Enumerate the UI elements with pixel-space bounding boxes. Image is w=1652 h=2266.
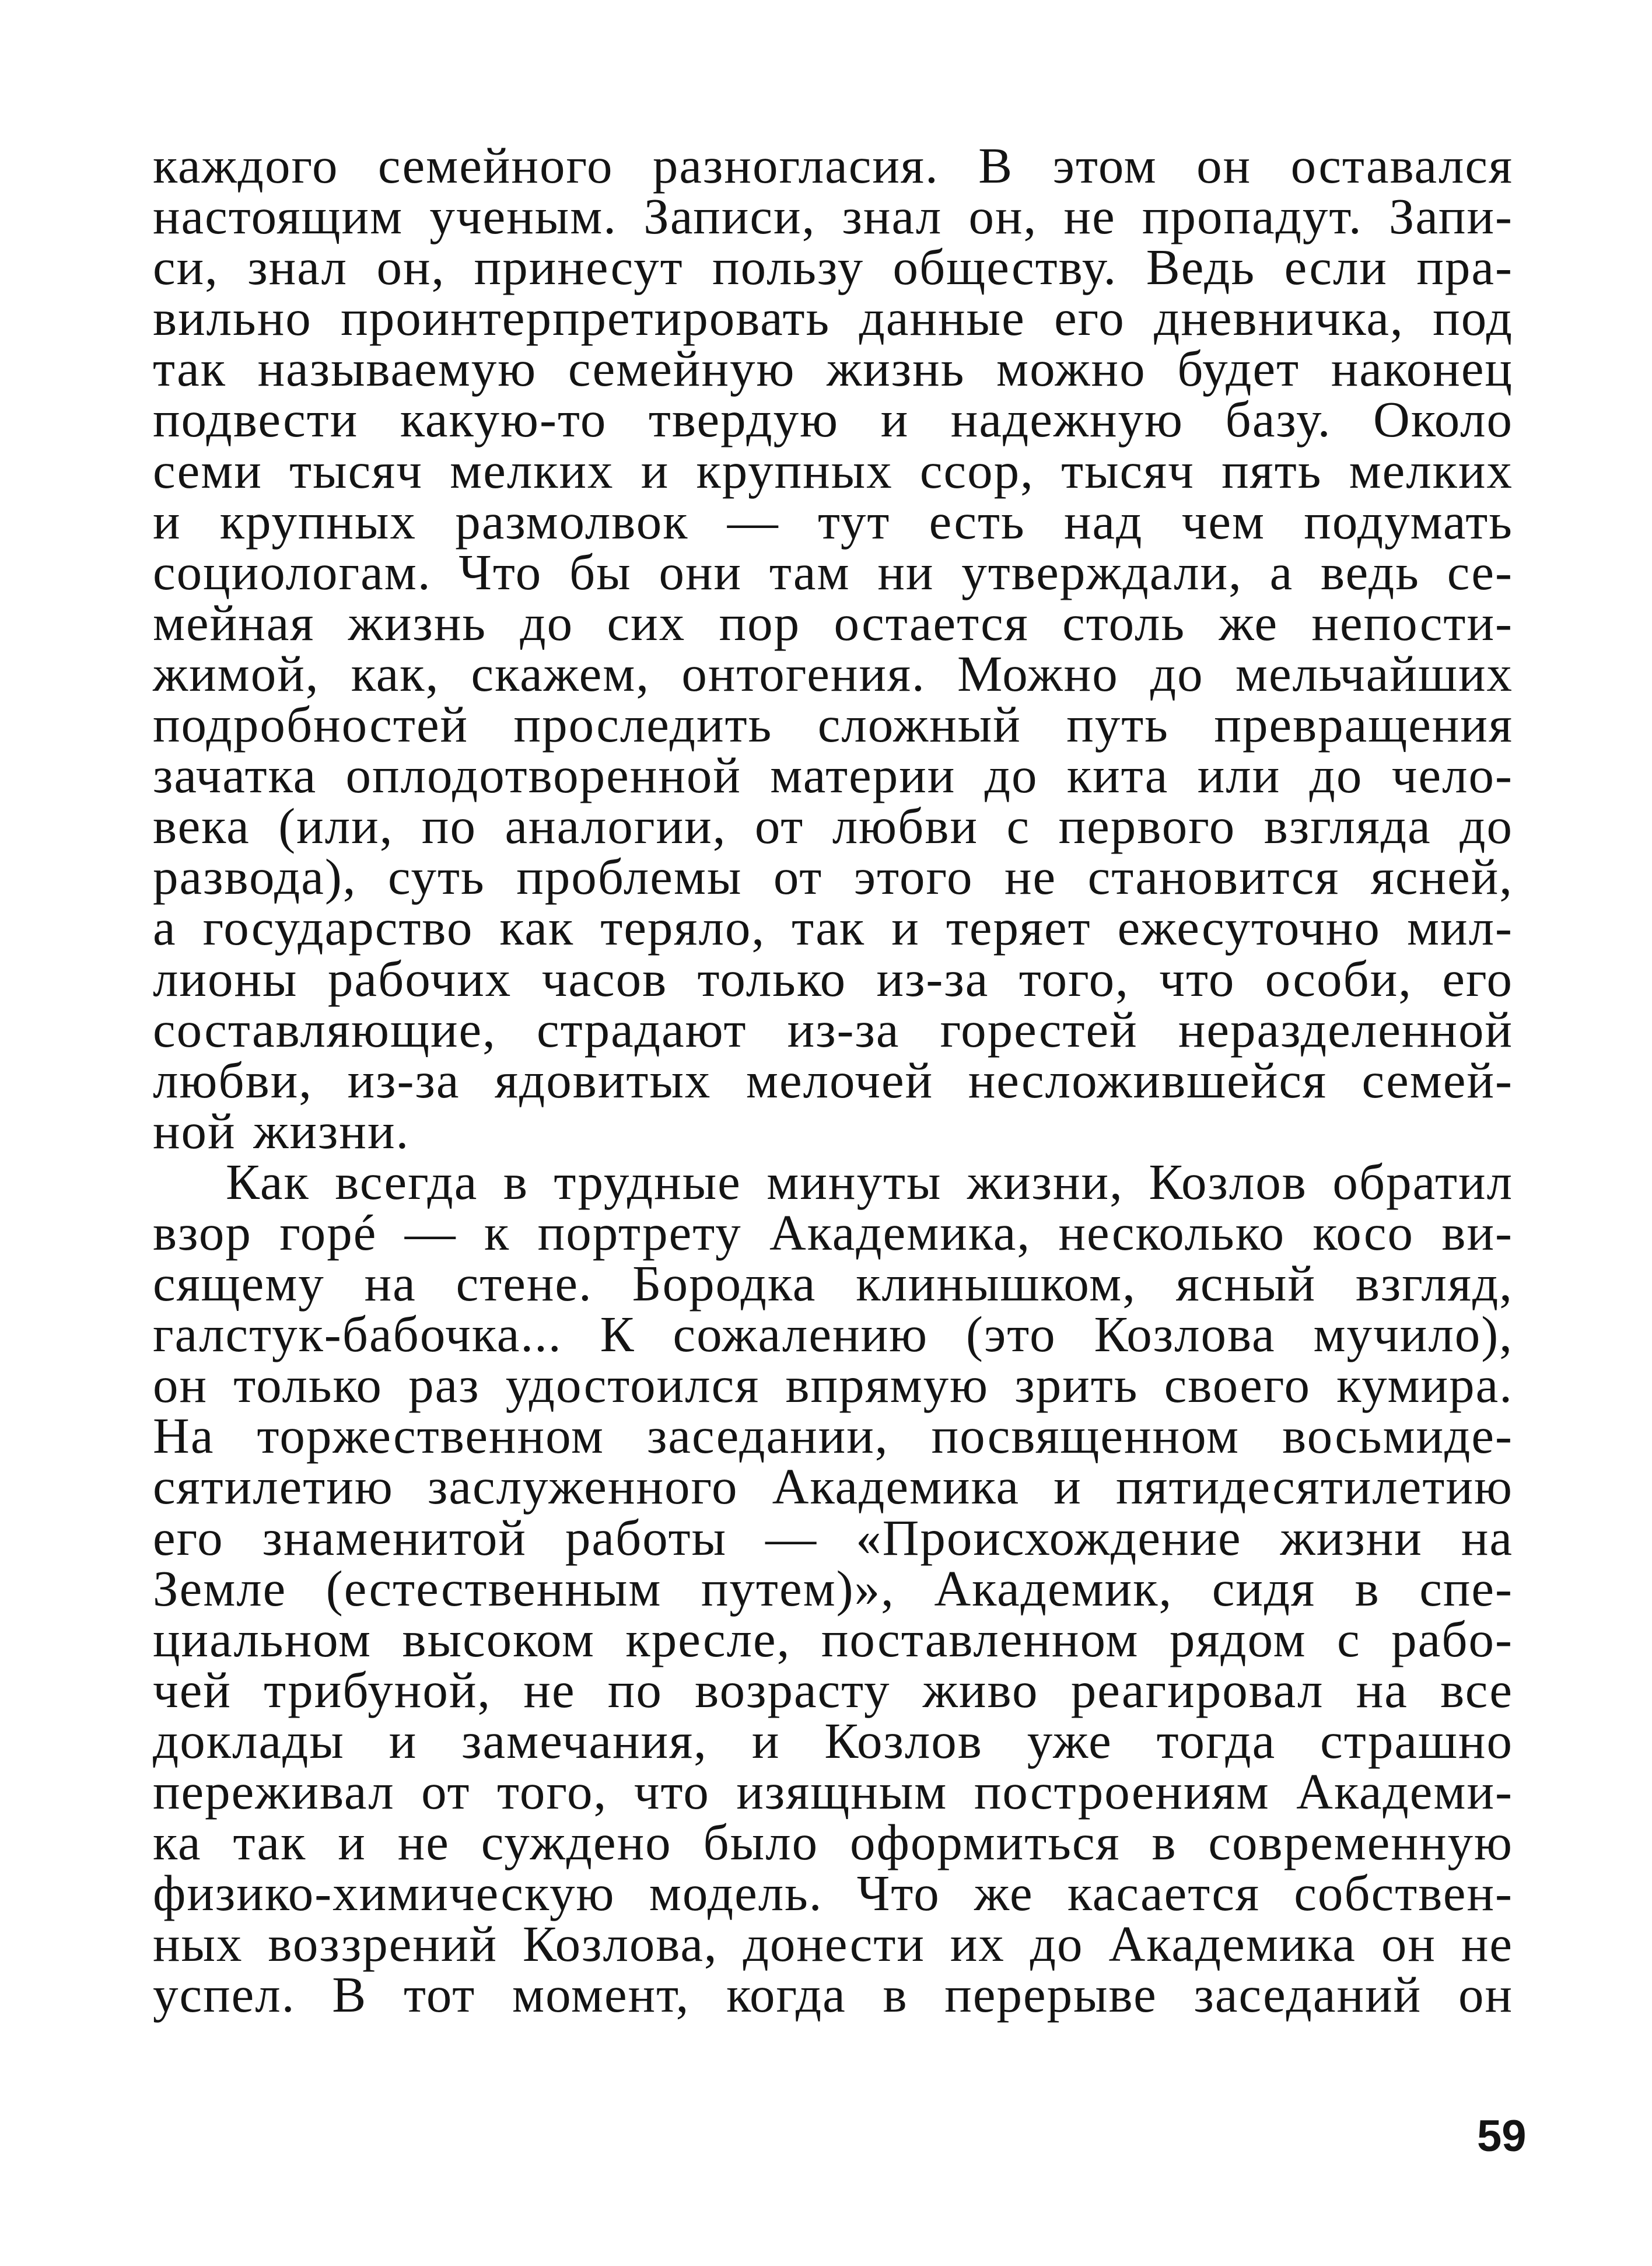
text-line: циальном высоком кресле, поставленном рядом с рабо-	[153, 1610, 1513, 1667]
text-line: переживал от того, что изящным построениям Академи-	[153, 1763, 1513, 1820]
text-line: ных воззрений Козлова, донести их до Академика он не	[153, 1915, 1513, 1973]
text-line: его знаменитой работы — «Происхождение жизни на	[153, 1509, 1513, 1566]
text-line: семи тысяч мелких и крупных ссор, тысяч пять мелких	[153, 442, 1513, 499]
text-line: На торжественном заседании, посвященном восьмиде-	[153, 1407, 1513, 1464]
text-line: развода), суть проблемы от этого не становится ясней,	[153, 848, 1513, 905]
text-line: Земле (естественным путем)», Академик, сидя в спе-	[153, 1559, 1513, 1617]
text-line: он только раз удостоился впрямую зрить своего кумира.	[153, 1356, 1513, 1414]
paragraph-2	[153, 1153, 1513, 2023]
text-line: успел. В тот момент, когда в перерыве заседаний он	[153, 1966, 1513, 2023]
text-line: взор горé — к портрету Академика, несколько косо ви-	[153, 1204, 1513, 1261]
paragraph-1	[153, 137, 1513, 1159]
text-line: века (или, по аналогии, от любви с первого взгляда до	[153, 798, 1513, 855]
page-number: 59	[1477, 2111, 1527, 2161]
text-line: любви, из-за ядовитых мелочей несложившейся семей-	[153, 1051, 1513, 1108]
text-line: вильно проинтерпретировать данные его дневничка, под	[153, 289, 1513, 347]
text-line: а государство как теряло, так и теряет ежесуточно мил-	[153, 899, 1513, 956]
text-line: доклады и замечания, и Козлов уже тогда страшно	[153, 1712, 1513, 1769]
text-line: жимой, как, скажем, онтогения. Можно до мельчайших	[153, 645, 1513, 702]
text-line: так называемую семейную жизнь можно будет наконец	[153, 340, 1513, 397]
text-line: лионы рабочих часов только из-за того, что особи, его	[153, 950, 1513, 1007]
text-line: настоящим ученым. Записи, знал он, не пропадут. Запи-	[153, 188, 1513, 245]
text-line: и крупных размолвок — тут есть над чем подумать	[153, 492, 1513, 550]
text-line: подвести какую-то твердую и надежную базу. Около	[153, 391, 1513, 448]
text-line: сятилетию заслуженного Академика и пятидесятилетию	[153, 1458, 1513, 1515]
text-line: ка так и не суждено было оформиться в современную	[153, 1814, 1513, 1871]
text-line: Как всегда в трудные минуты жизни, Козлов обратил	[226, 1153, 1513, 1210]
text-line: ной жизни.	[153, 1102, 410, 1159]
text-line: сящему на стене. Бородка клинышком, ясный взгляд,	[153, 1255, 1513, 1312]
text-line: каждого семейного разногласия. В этом он оставался	[153, 137, 1513, 194]
text-line: составляющие, страдают из-за горестей неразделенной	[153, 1001, 1513, 1058]
text-line: чей трибуной, не по возрасту живо реагировал на все	[153, 1661, 1513, 1718]
text-line: социологам. Что бы они там ни утверждали, а ведь се-	[153, 543, 1513, 600]
text-line: мейная жизнь до сих пор остается столь же непости-	[153, 594, 1513, 651]
text-line: галстук-бабочка... К сожалению (это Козлова мучило),	[153, 1306, 1513, 1363]
text-line: си, знал он, принесут пользу обществу. Ведь если пра-	[153, 239, 1513, 296]
text-line: зачатка оплодотворенной материи до кита или до чело-	[153, 747, 1513, 804]
page-body	[153, 137, 1513, 2023]
text-line: физико-химическую модель. Что же касается собствен-	[153, 1865, 1513, 1922]
text-line: подробностей проследить сложный путь превращения	[153, 696, 1513, 753]
